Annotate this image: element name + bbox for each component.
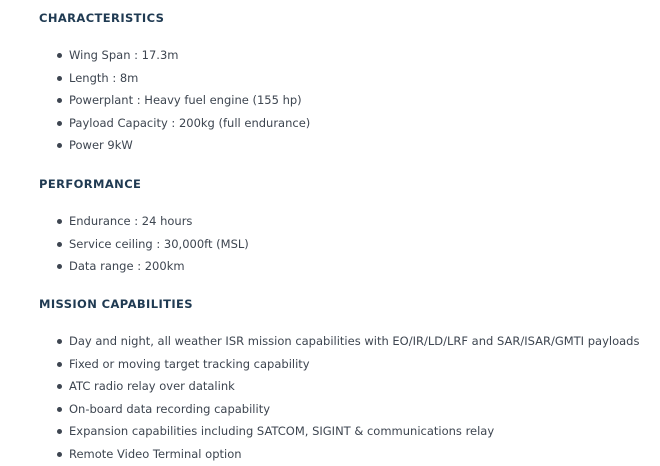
section-title-characteristics: CHARACTERISTICS — [39, 11, 165, 25]
bullet-icon — [57, 384, 62, 389]
list-item-text: Length : 8m — [69, 70, 139, 85]
list-item-text: Wing Span : 17.3m — [69, 48, 179, 62]
list-item — [54, 375, 639, 398]
performance-list — [54, 210, 249, 278]
bullet-icon — [57, 452, 62, 457]
bullet-icon — [57, 242, 62, 247]
list-item-text: Service ceiling : 30,000ft (MSL) — [69, 236, 249, 251]
section-title-mission-capabilities: MISSION CAPABILITIES — [39, 297, 193, 311]
list-item-text: Payload Capacity : 200kg (full endurance) — [69, 115, 311, 130]
bullet-icon — [57, 264, 62, 269]
list-item — [54, 420, 639, 443]
list-item — [54, 210, 249, 233]
list-item-text: On-board data recording capability — [69, 401, 271, 416]
list-item — [54, 112, 310, 135]
list-item — [54, 443, 639, 466]
list-item — [54, 89, 310, 112]
bullet-icon — [57, 143, 62, 148]
bullet-icon — [57, 76, 62, 81]
characteristics-list — [54, 44, 310, 157]
list-item-text: Remote Video Terminal option — [69, 446, 242, 461]
list-item-text: Expansion capabilities including SATCOM, SIGINT & communications relay — [69, 424, 495, 439]
list-item — [54, 44, 310, 67]
list-item — [54, 233, 249, 256]
list-item — [54, 330, 639, 353]
bullet-icon — [57, 362, 62, 367]
bullet-icon — [57, 121, 62, 126]
bullet-icon — [57, 339, 62, 344]
list-item — [54, 255, 249, 278]
bullet-icon — [57, 98, 62, 103]
list-item-text: Power 9kW — [69, 138, 133, 153]
list-item — [54, 67, 310, 90]
list-item-text: ATC radio relay over datalink — [69, 379, 235, 394]
list-item-text: Day and night, all weather ISR mission capabilities with EO/IR/LD/LRF and SAR/ISAR/GMTI payloads — [69, 334, 640, 348]
section-title-performance: PERFORMANCE — [39, 177, 142, 191]
list-item-text: Endurance : 24 hours — [69, 214, 193, 228]
list-item — [54, 134, 310, 157]
mission-capabilities-list — [54, 330, 639, 466]
list-item — [54, 398, 639, 421]
bullet-icon — [57, 219, 62, 224]
bullet-icon — [57, 429, 62, 434]
list-item-text: Data range : 200km — [69, 259, 185, 274]
list-item — [54, 353, 639, 376]
bullet-icon — [57, 53, 62, 58]
list-item-text: Powerplant : Heavy fuel engine (155 hp) — [69, 93, 302, 108]
list-item-text: Fixed or moving target tracking capability — [69, 356, 310, 371]
bullet-icon — [57, 407, 62, 412]
